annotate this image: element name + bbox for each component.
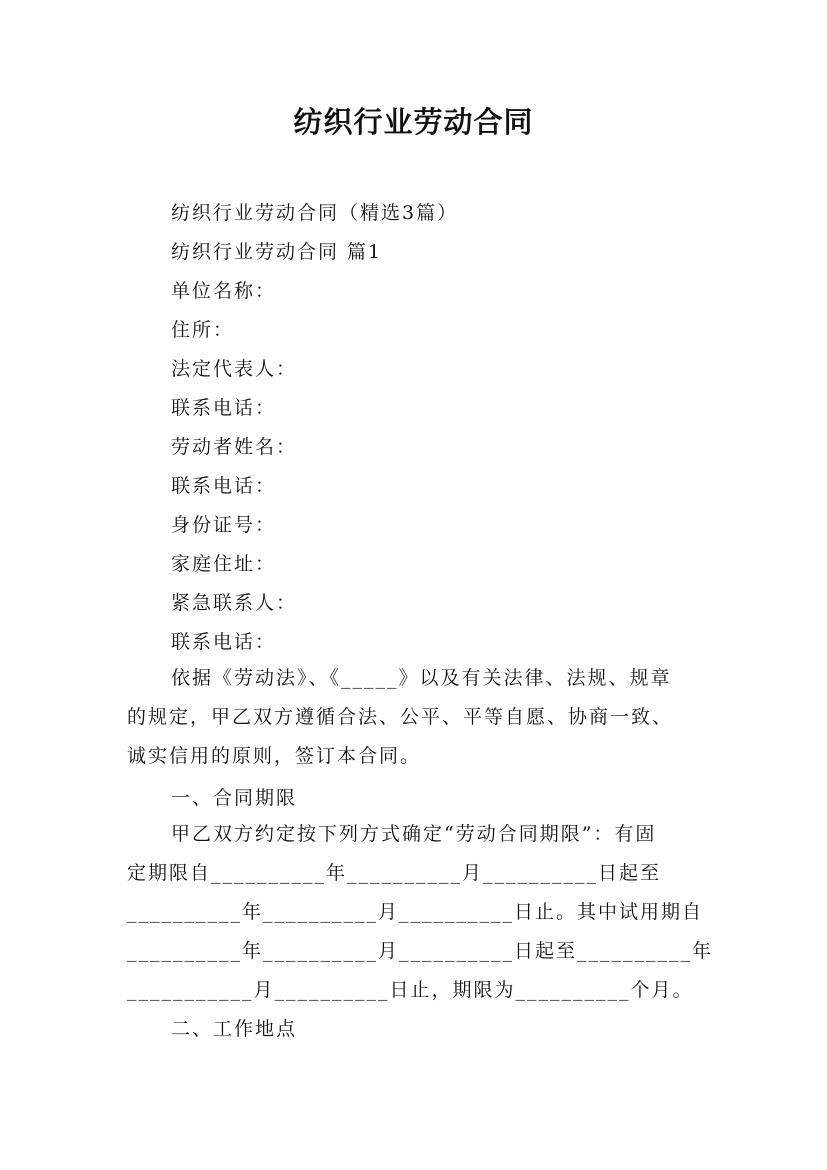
field-phone-emergency: 联系电话： <box>171 631 277 653</box>
doc-subtitle: 纺织行业劳动合同（精选3篇） <box>171 202 459 224</box>
intro-line: 的规定，甲乙双方遵循合法、公平、平等自愿、协商一致、 <box>127 706 674 728</box>
term-paragraph <box>127 815 714 1010</box>
intro-line: 依据《劳动法》、《_____》以及有关法律、法规、规章 <box>171 667 672 689</box>
field-unit-name: 单位名称： <box>171 280 277 302</box>
term-line: 定期限自__________年__________月__________日起至 <box>127 862 662 884</box>
field-legal-rep: 法定代表人： <box>171 358 298 380</box>
term-line: __________年__________月__________日起至__________年 <box>127 940 714 962</box>
field-id-number: 身份证号： <box>171 514 277 536</box>
article-heading: 纺织行业劳动合同 篇1 <box>171 241 383 263</box>
term-line: __________年__________月__________日止。其中试用期自 <box>127 901 704 923</box>
intro-line: 诚实信用的原则，签订本合同。 <box>127 745 422 767</box>
intro-paragraph <box>127 659 699 776</box>
field-phone-employer: 联系电话： <box>171 397 277 419</box>
section-heading-workplace: 二、工作地点 <box>171 1018 298 1040</box>
field-worker-name: 劳动者姓名： <box>171 436 298 458</box>
document-title: 纺织行业劳动合同 <box>293 105 534 139</box>
term-line: ___________月__________日止，期限为__________个月。 <box>127 979 694 1001</box>
field-address: 住所： <box>171 319 235 341</box>
field-emergency-contact: 紧急联系人： <box>171 592 298 614</box>
field-phone-worker: 联系电话： <box>171 475 277 497</box>
section-heading-term: 一、合同期限 <box>171 787 298 809</box>
term-line: 甲乙双方约定按下列方式确定“劳动合同期限”：有固 <box>171 823 657 845</box>
field-home-address: 家庭住址： <box>171 553 277 575</box>
